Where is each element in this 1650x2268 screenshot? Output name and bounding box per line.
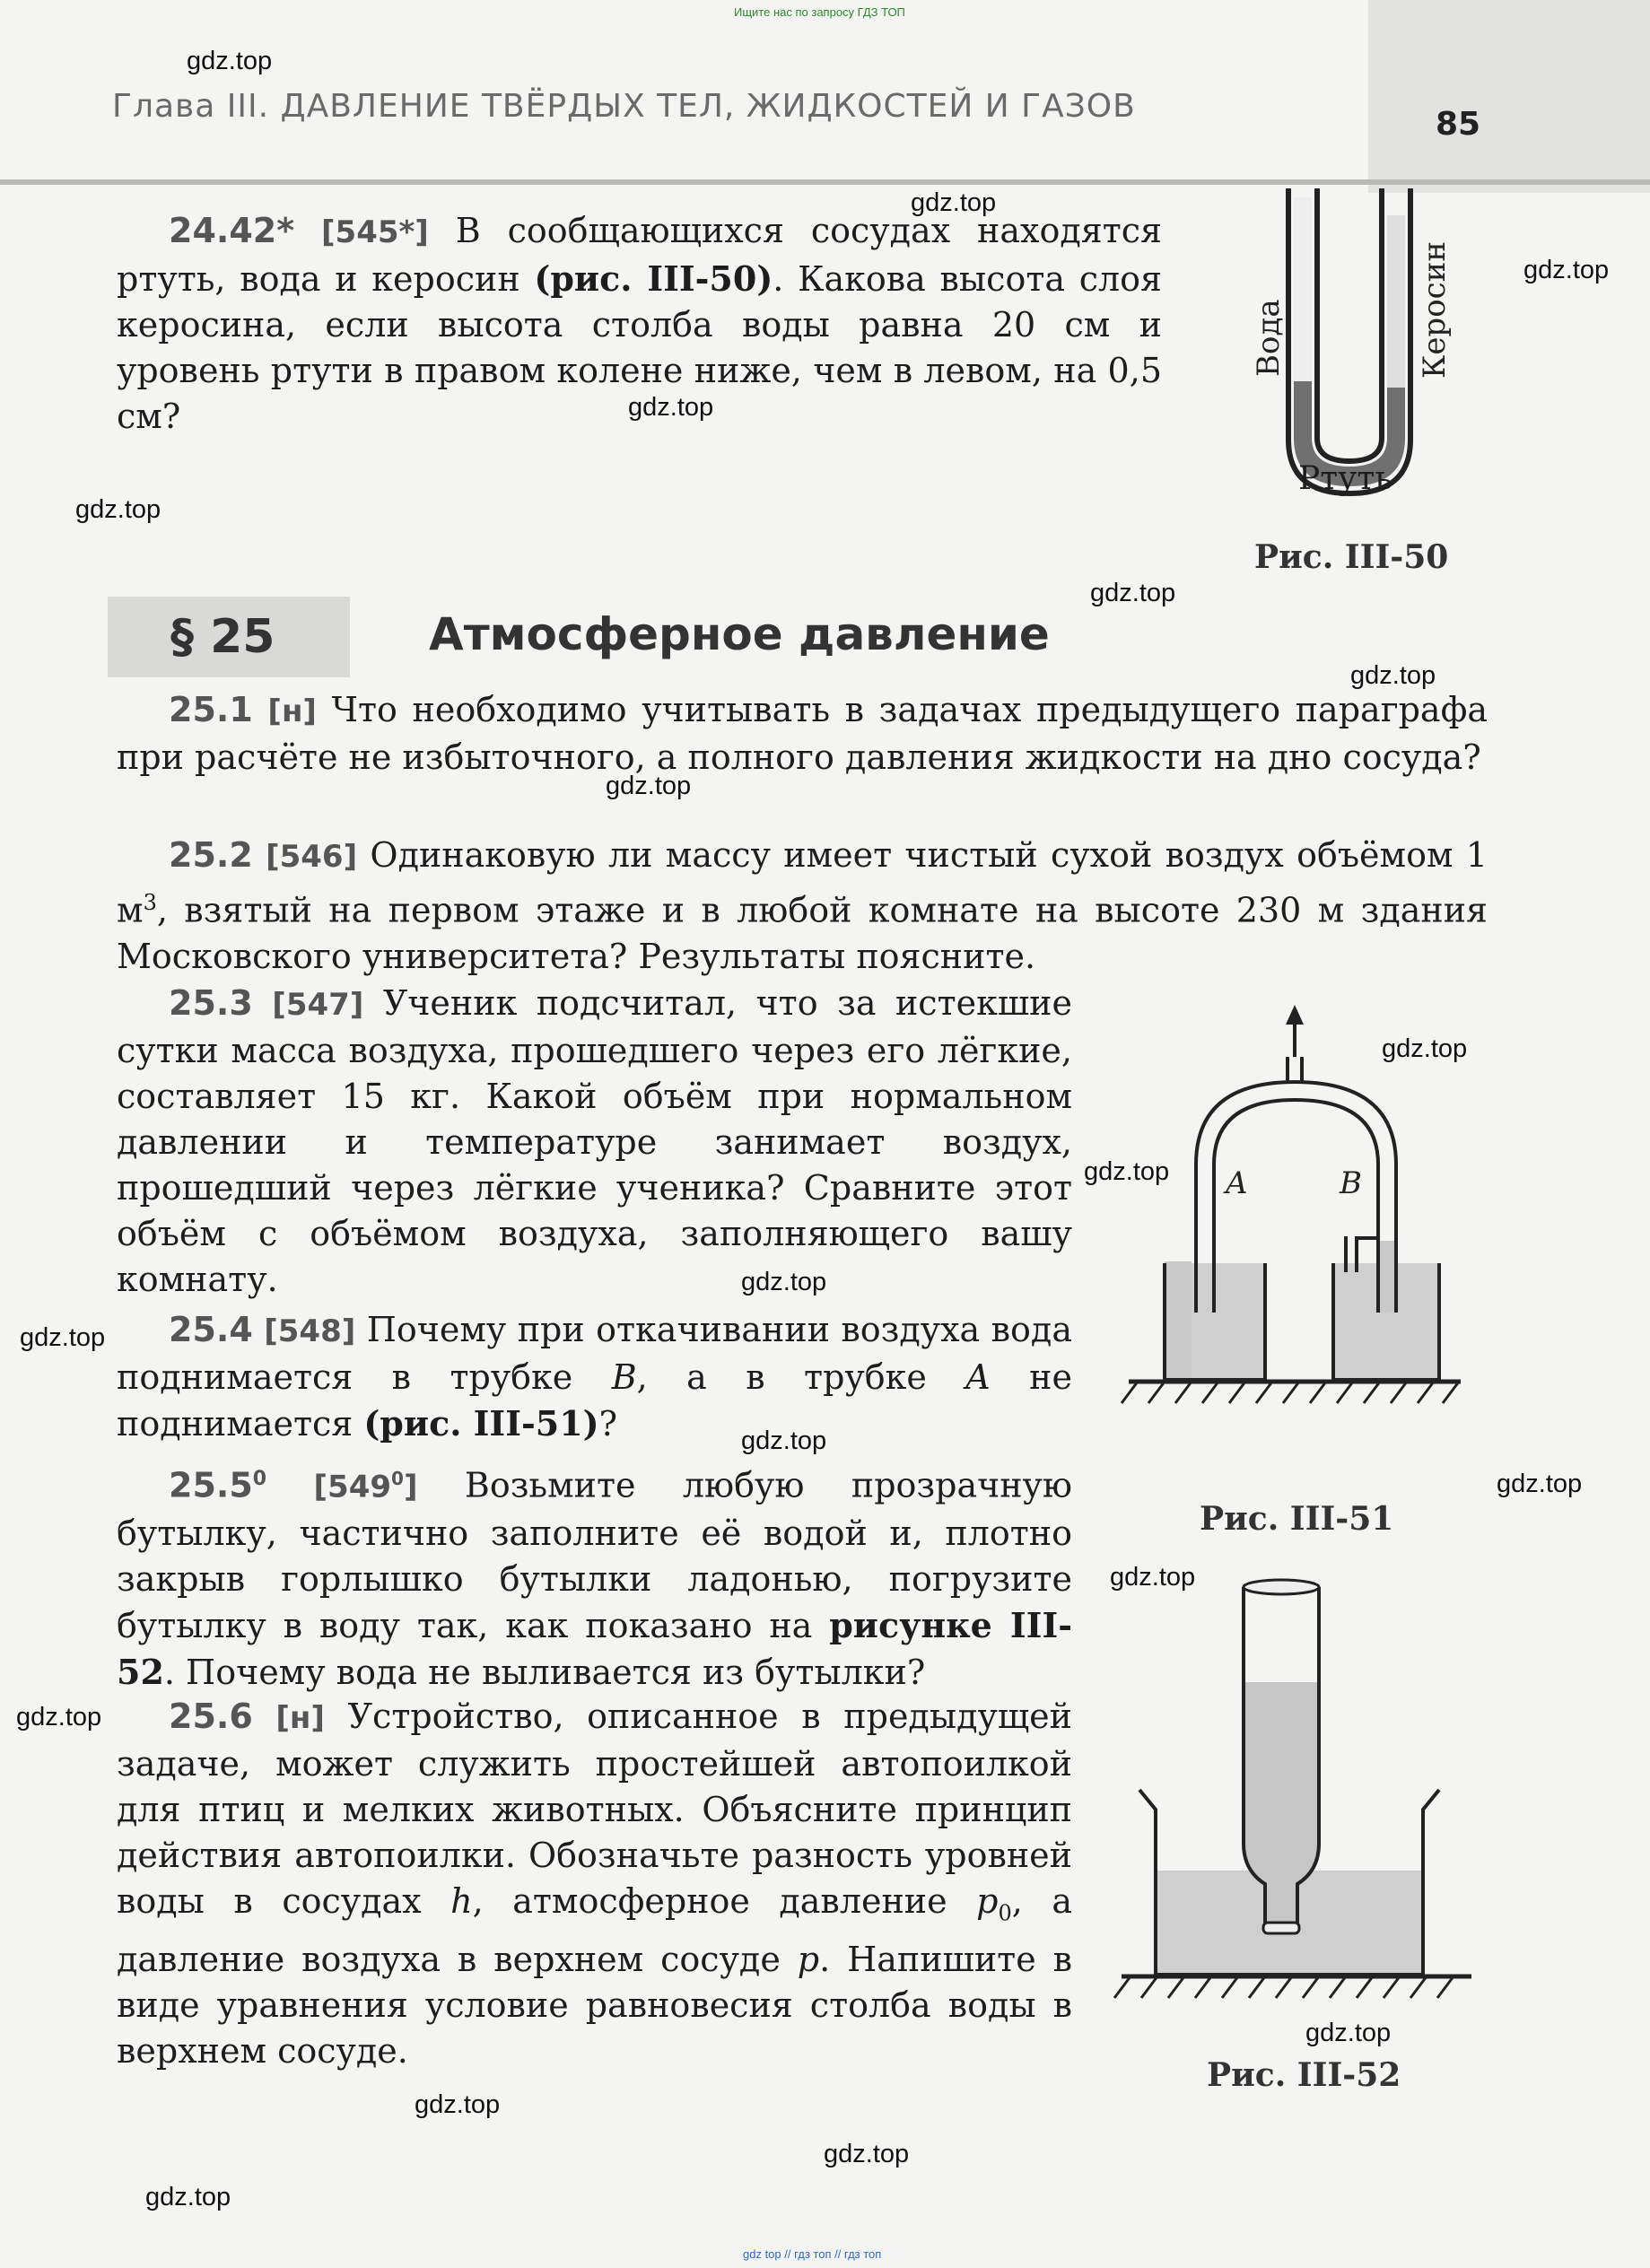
- watermark: gdz.top: [1090, 579, 1176, 607]
- page-corner-shade: [1368, 0, 1650, 193]
- page-number: 85: [1436, 106, 1481, 143]
- figure-caption-iii-50: Рис. III-50: [1254, 538, 1449, 576]
- bottle-neck: [1263, 1923, 1299, 1933]
- label-mercury: Ртуть: [1298, 460, 1392, 497]
- problem-25-5: 25.5$^0$ $[549^0]$ Возьмите любую прозрачную бутылку, частично заполните её водой и, плотно закрыв горлышко бутылки ладонью, погрузите бутылку в воду так, как показано на рисунке III-52. Почему вода не выливается из бутылки?: [117, 1465, 1072, 1692]
- watermark: gdz.top: [187, 47, 273, 75]
- watermark: gdz.top: [75, 495, 162, 524]
- watermark: gdz.top: [415, 2090, 501, 2119]
- kerosene-column: [1387, 215, 1405, 388]
- ground-hatch: [1122, 1382, 1459, 1403]
- section-number: § 25: [170, 610, 275, 664]
- figure-iii-51: [1102, 1003, 1461, 1461]
- section-title: Атмосферное давление: [429, 608, 1050, 660]
- figure-caption-iii-52: Рис. III-52: [1207, 2056, 1401, 2094]
- ground-hatch: [1114, 1976, 1454, 1998]
- watermark: gdz.top: [911, 188, 997, 217]
- problem-25-4: 25.4 [548] Почему при откачивании воздуха вода поднимается в трубке B, а в трубке A не поднимается (рис. III-51)?: [117, 1310, 1072, 1444]
- watermark: gdz.top: [1350, 661, 1436, 690]
- water-column: [1294, 197, 1312, 381]
- watermark: gdz.top: [1523, 256, 1610, 284]
- watermark: gdz.top: [1084, 1157, 1170, 1186]
- watermark: gdz.top: [741, 1426, 827, 1455]
- watermark: gdz.top: [1382, 1034, 1468, 1063]
- top-note: Ищите нас по запросу ГДЗ ТОП: [734, 5, 905, 19]
- bottle-bottom: [1244, 1580, 1319, 1594]
- problem-24-42: 24.42* [545*] В сообщающихся сосудах находятся ртуть, вода и керосин (рис. III-50). Какова высота слоя керосина, если высота столба воды равна 20 см и уровень ртути в правом колене ниже, чем в левом, на 0,5 см?: [117, 211, 1162, 436]
- problem-25-3: 25.3 [547] Ученик подсчитал, что за истекшие сутки масса воздуха, прошедшего через его лёгкие, составляет 15 кг. Какой объём при нормальном давлении и температуре занимает воздух, прошедший через лёгкие ученика? Сравните этот объём с объёмом воздуха, заполняющего вашу комнату.: [117, 983, 1072, 1299]
- watermark: gdz.top: [741, 1268, 827, 1296]
- watermark: gdz.top: [16, 1703, 102, 1732]
- header-rule: [0, 179, 1650, 185]
- figure-caption-iii-51: Рис. III-51: [1200, 1500, 1394, 1538]
- label-b: B: [1340, 1165, 1362, 1201]
- watermark: gdz.top: [145, 2183, 231, 2211]
- arrow-head-icon: [1286, 1005, 1304, 1025]
- problem-25-6: 25.6 [н] Устройство, описанное в предыдущей задаче, может служить простейшей автопоилкой для птиц и мелких животных. Объясните принцип действия автопоилки. Обозначьте разность уровней воды в сосудах h, атмосферное давление $p_0$, а давление воздуха в верхнем сосуде p. Напишите в виде уравнения условие равновесия столба воды в верхнем сосуде.: [117, 1697, 1073, 2071]
- bottom-note: gdz top // гдз топ // гдз топ: [743, 2247, 882, 2261]
- watermark: gdz.top: [1110, 1563, 1196, 1592]
- watermark: gdz.top: [20, 1323, 106, 1352]
- label-water: Вода: [1251, 299, 1287, 377]
- figure-iii-52: [1113, 1575, 1471, 2005]
- problem-25-2: 25.2 [546] Одинаковую ли массу имеет чистый сухой воздух объёмом 1 $м^3$, взятый на первом этаже и в любой комнате на высоте 230 м здания Московского университета? Результаты поясните.: [117, 835, 1488, 976]
- watermark: gdz.top: [1497, 1470, 1583, 1498]
- u-tube-inner-wall: [1317, 188, 1382, 461]
- label-kerosene: Керосин: [1417, 240, 1453, 379]
- problem-25-1: 25.1 [н] Что необходимо учитывать в задачах предыдущего параграфа при расчёте не избыточного, а полного давления жидкости на дно сосуда?: [117, 690, 1488, 777]
- label-a: A: [1226, 1165, 1248, 1201]
- watermark: gdz.top: [628, 393, 714, 422]
- watermark: gdz.top: [606, 772, 692, 800]
- watermark: gdz.top: [824, 2140, 910, 2168]
- chapter-title: Глава III. ДАВЛЕНИЕ ТВЁРДЫХ ТЕЛ, ЖИДКОСТЕЙ И ГАЗОВ: [112, 88, 1136, 125]
- vessel-a-water: [1165, 1261, 1192, 1380]
- watermark: gdz.top: [1305, 2019, 1392, 2047]
